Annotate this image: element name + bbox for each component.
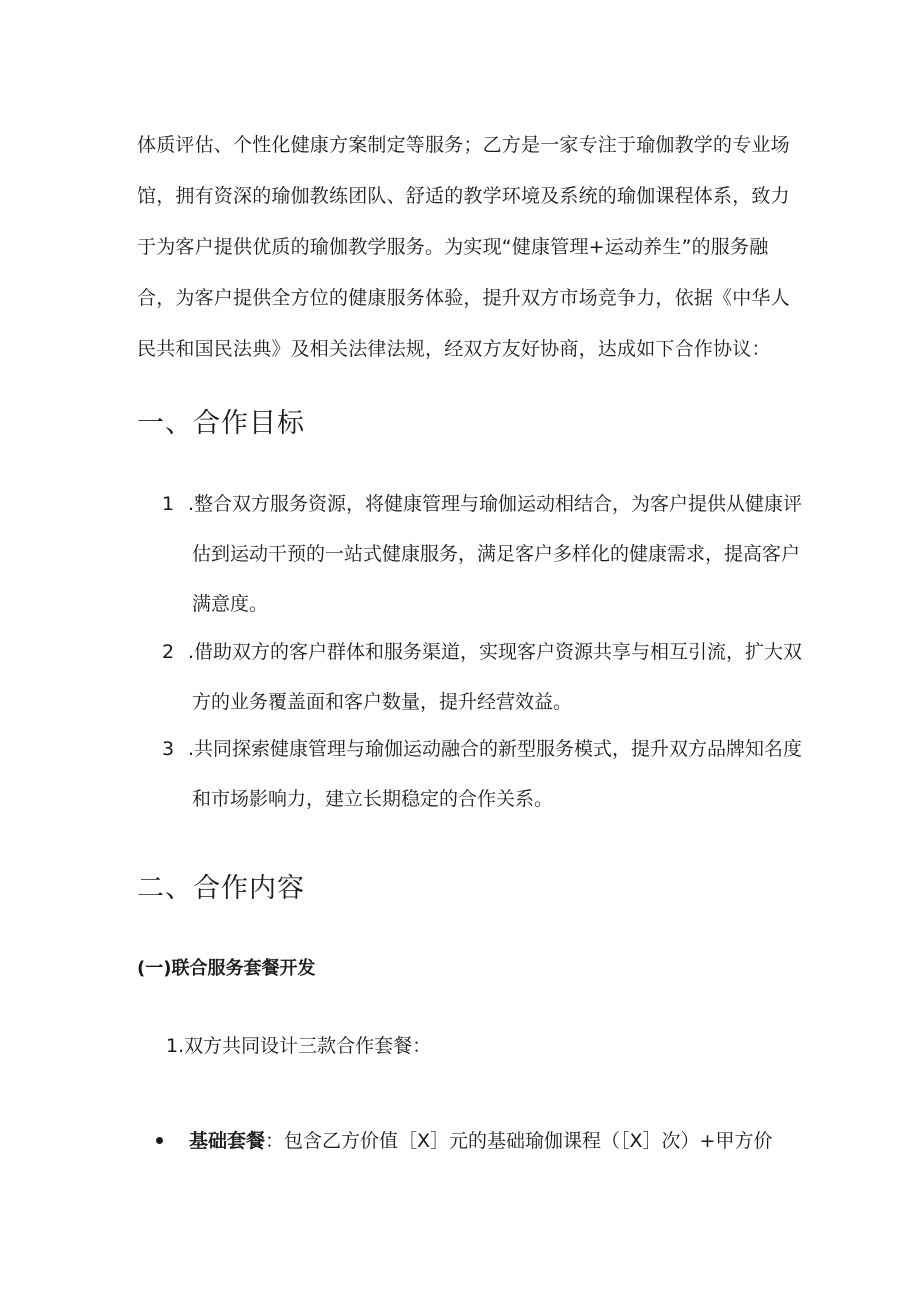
subsection-heading: (一)联合服务套餐开发 (137, 958, 316, 979)
goal-line: .整合双方服务资源，将健康管理与瑜伽运动相结合，为客户提供从健康评 (188, 493, 803, 515)
goal-item (162, 724, 803, 824)
goal-item (162, 479, 803, 629)
intro-paragraph (137, 120, 790, 375)
intro-line: 于为客户提供优质的瑜伽教学服务。为实现“健康管理+运动养生”的服务融 (137, 236, 769, 258)
bullet-text: ：包含乙方价值［X］元的基础瑜伽课程（［X］次）+甲方价 (265, 1130, 773, 1152)
intro-line: 民共和国民法典》及相关法律法规，经双方友好协商，达成如下合作协议： (137, 338, 771, 360)
goal-line: .共同探索健康管理与瑜伽运动融合的新型服务模式，提升双方品牌知名度 (188, 738, 803, 760)
goal-line: 和市场影响力，建立长期稳定的合作关系。 (192, 788, 554, 810)
intro-line: 合，为客户提供全方位的健康服务体验，提升双方市场竞争力，依据《中华人 (137, 287, 790, 309)
goal-item (162, 627, 803, 727)
goal-number: 2 (162, 641, 175, 663)
goal-line: 方的业务覆盖面和客户数量，提升经营效益。 (192, 691, 573, 713)
intro-line: 体质评估、个性化健康方案制定等服务；乙方是一家专注于瑜伽教学的专业场 (137, 134, 790, 156)
section-heading-goals: 一、合作目标 (137, 408, 305, 439)
step-item: 1.双方共同设计三款合作套餐： (166, 1035, 432, 1057)
bullet-item (152, 1122, 772, 1160)
intro-line: 馆，拥有资深的瑜伽教练团队、舒适的教学环境及系统的瑜伽课程体系，致力 (137, 185, 790, 207)
goal-line: .借助双方的客户群体和服务渠道，实现客户资源共享与相互引流，扩大双 (188, 641, 803, 663)
goal-line: 满意度。 (192, 593, 269, 615)
goal-number: 3 (162, 738, 175, 760)
bullet-term: 基础套餐 (189, 1130, 266, 1152)
section-heading-content: 二、合作内容 (137, 873, 305, 904)
goal-number: 1 (162, 493, 175, 515)
goal-line: 估到运动干预的一站式健康服务，满足客户多样化的健康需求，提高客户 (192, 543, 801, 565)
bullet-dot-icon (156, 1137, 163, 1144)
